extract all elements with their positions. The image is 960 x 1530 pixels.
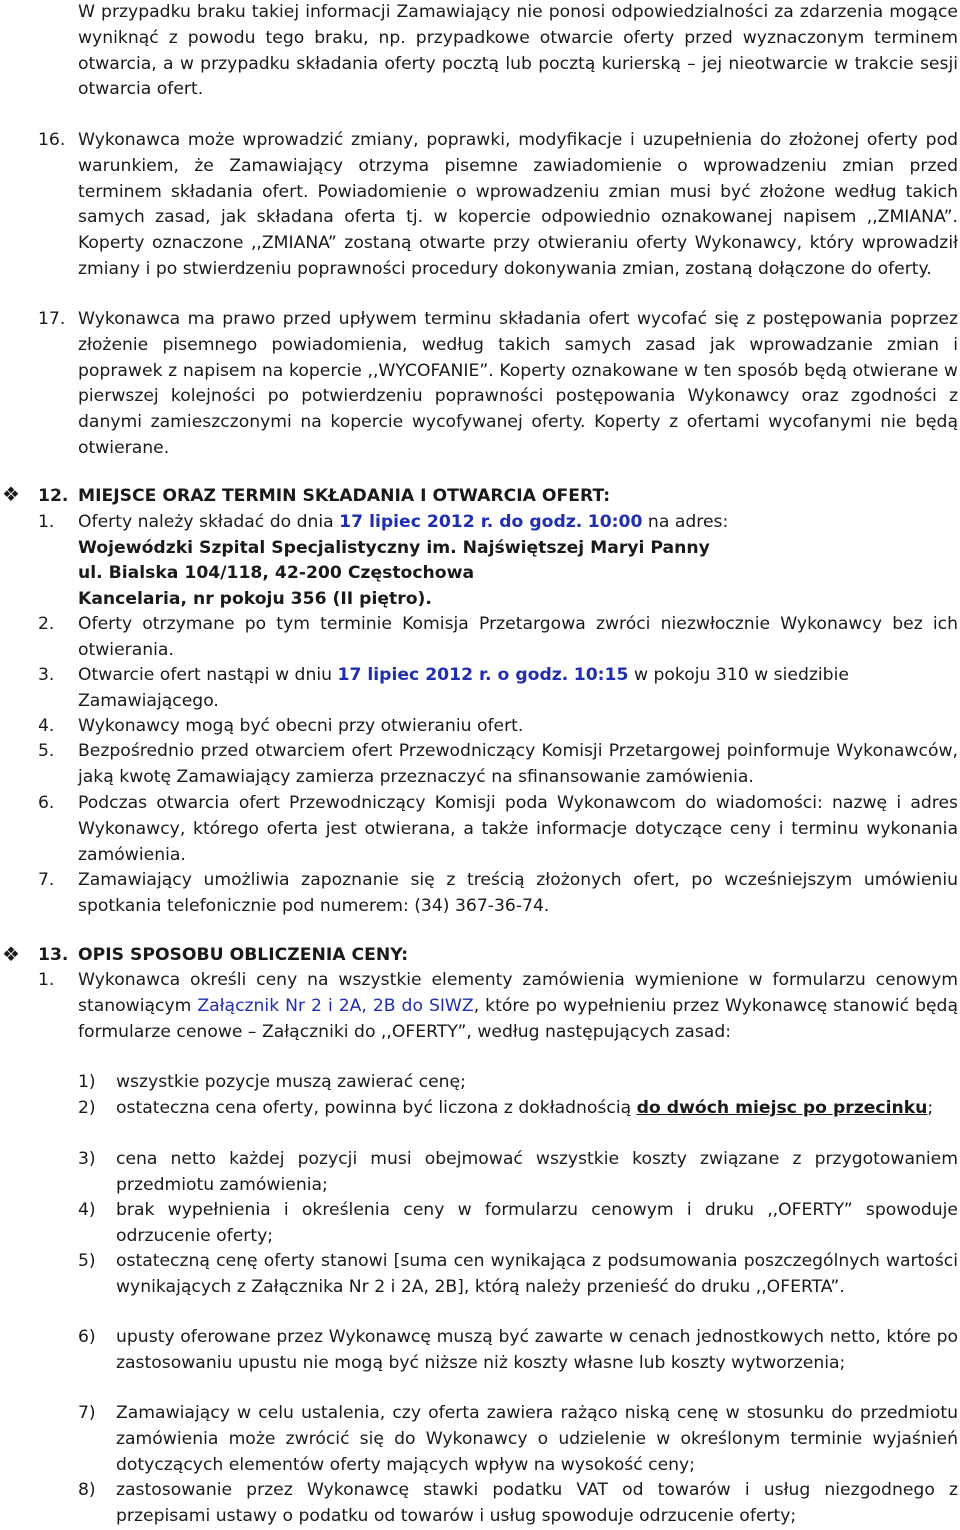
section-13-title: OPIS SPOSOBU OBLICZENIA CENY:: [78, 945, 409, 965]
sub-item-text: brak wypełnienia i określenia ceny w formularzu cenowym i druku ,,OFERTY” spowoduje odrzucenie oferty;: [116, 1200, 958, 1246]
sub-item-text: zastosowanie przez Wykonawcę stawki podatku VAT od towarów i usług niezgodnego z przepisami ustawy o podatku od towarów i usług spowoduje odrzucenie oferty;: [116, 1480, 958, 1526]
s12-item-4-text: Wykonawcy mogą być obecni przy otwieraniu ofert.: [78, 716, 524, 736]
item-17-text: Wykonawca ma prawo przed upływem terminu składania ofert wycofać się z postępowania poprzez złożenie pisemnego powiadomienia, według takich samych zasad jak wprowadzanie zmian i poprawek z napisem na kopercie ,,WYCOFANIE”. Koperty oznakowane w ten sposób będą otwierane w pierwszej kolejności po potwierdzeniu poprawności postępowania Wykonawcy oraz zgodności z danymi zamieszczonymi na kopercie wycofywanej oferty. Koperty z ofertami wycofanymi nie będą otwierane.: [78, 309, 958, 458]
intro-paragraph: W przypadku braku takiej informacji Zamawiający nie ponosi odpowiedzialności za zdarzenia mogące wyniknąć z powodu tego braku, np. przypadkowe otwarcie oferty przed wyznaczonym terminem otwarcia, a w przypadku składania oferty pocztą lub pocztą kurierską – jej nieotwarcie w trakcie sesji otwarcia ofert.: [78, 2, 958, 100]
s12-item-1-post: na adres:: [642, 512, 729, 532]
s12-item-3-post: w pokoju 310 w siedzibie Zamawiającego.: [78, 665, 849, 711]
attachment-link[interactable]: Załącznik Nr 2 i 2A, 2B do SIWZ: [197, 995, 474, 1016]
item-16-text: Wykonawca może wprowadzić zmiany, poprawki, modyfikacje i uzupełnienia do złożonej oferty pod warunkiem, że Zamawiający otrzyma pisemne zawiadomienie o wprowadzeniu zmian przed terminem składania ofert. Powiadomienie o wprowadzeniu zmian musi być złożone według takich samych zasad, jak składana oferta tj. w kopercie odpowiednio oznakowanej napisem ,,ZMIANA”. Koperty oznaczone ,,ZMIANA” zostaną otwarte przy otwieraniu oferty Wykonawcy, który wprowadził zmiany i po stwierdzeniu poprawności procedury dokonywania zmian, zostaną dołączone do oferty.: [78, 130, 958, 279]
sub-item-number: 2): [78, 1098, 96, 1118]
sub-item-number: 7): [78, 1403, 96, 1423]
s13-item-1-post: , które po wypełnieniu przez Wykonawcę stanowić będą formularze cenowe – Załączniki do ,,OFERTY”, według następujących zasad:: [78, 995, 958, 1042]
s12-item-2-number: 2.: [38, 614, 55, 634]
sub-item-2-underlined: do dwóch miejsc po przecinku: [636, 1098, 928, 1118]
s12-item-1-pre: Oferty należy składać do dnia: [78, 512, 340, 532]
sub-item-number: 8): [78, 1480, 96, 1500]
s12-item-1-time: 10:00: [587, 512, 643, 532]
s12-item-3-number: 3.: [38, 665, 55, 685]
sub-item-number: 4): [78, 1200, 96, 1220]
section-12-number: 12.: [38, 486, 69, 506]
s12-item-7-number: 7.: [38, 870, 55, 890]
s12-item-4-number: 4.: [38, 716, 55, 736]
sub-item-2-pre: ostateczna cena oferty, powinna być liczona z dokładnością: [116, 1098, 637, 1118]
s12-item-1-number: 1.: [38, 512, 55, 532]
s12-item-2-text: Oferty otrzymane po tym terminie Komisja Przetargowa zwróci niezwłocznie Wykonawcy bez ich otwierania.: [78, 614, 958, 660]
s13-item-1-pre: Wykonawca określi ceny na wszystkie elementy zamówienia wymienione w formularzu cenowym stanowiącym: [78, 970, 958, 1016]
sub-item-text: upusty oferowane przez Wykonawcę muszą być zawarte w cenach jednostkowych netto, które po zastosowaniu upustu nie mogą być niższe niż koszty własne lub koszty wytworzenia;: [116, 1327, 958, 1373]
s12-item-3-date: 17 lipiec 2012 r. o godz.: [337, 665, 569, 685]
sub-item-2-post: ;: [927, 1098, 934, 1118]
sub-item-number: 3): [78, 1149, 96, 1169]
item-17-number: 17.: [38, 309, 66, 329]
s13-item-1-text: [78, 968, 958, 1045]
s12-address-line-3: Kancelaria, nr pokoju 356 (II piętro).: [78, 589, 432, 609]
s13-item-1-number: 1.: [38, 970, 55, 990]
s12-item-3-pre: Otwarcie ofert nastąpi w dniu: [78, 665, 338, 685]
s12-address-line-1: Wojewódzki Szpital Specjalistyczny im. Najświętszej Maryi Panny: [78, 538, 710, 558]
section-13-bullet-icon: ❖: [2, 942, 20, 966]
s12-item-6-text: Podczas otwarcia ofert Przewodniczący Komisji poda Wykonawcom do wiadomości: nazwę i adres Wykonawcy, którego oferta jest otwierana, a także informacje dotyczące ceny i terminu wykonania zamówienia.: [78, 793, 958, 865]
sub-item-number: 1): [78, 1072, 96, 1092]
sub-item-number: 6): [78, 1327, 96, 1347]
sub-item-text: cena netto każdej pozycji musi obejmować wszystkie koszty związane z przygotowaniem przedmiotu zamówienia;: [116, 1149, 958, 1195]
section-13-number: 13.: [38, 945, 69, 965]
s12-item-1-date: 17 lipiec 2012 r. do godz.: [339, 512, 583, 532]
section-12-bullet-icon: ❖: [2, 482, 20, 506]
sub-item-text: Zamawiający w celu ustalenia, czy oferta zawiera rażąco niską cenę w stosunku do przedmiotu zamówienia może zwrócić się do Wykonawcy o udzielenie w określonym terminie wyjaśnień dotyczących elementów oferty mających wpływ na wysokość ceny;: [116, 1403, 958, 1475]
s12-item-5-text: Bezpośrednio przed otwarciem ofert Przewodniczący Komisji Przetargowej poinformuje Wykonawców, jaką kwotę Zamawiający zamierza przeznaczyć na sfinansowanie zamówienia.: [78, 741, 958, 787]
sub-item-text: wszystkie pozycje muszą zawierać cenę;: [116, 1072, 466, 1092]
section-12-title: MIEJSCE ORAZ TERMIN SKŁADANIA I OTWARCIA OFERT:: [78, 486, 611, 506]
s12-item-5-number: 5.: [38, 741, 55, 761]
s12-address-line-2: ul. Bialska 104/118, 42-200 Częstochowa: [78, 563, 475, 583]
s12-item-3-text: [78, 663, 958, 715]
sub-item-number: 5): [78, 1251, 96, 1271]
item-16-number: 16.: [38, 130, 66, 150]
s12-item-1-text: [78, 510, 958, 536]
s12-item-7-text: Zamawiający umożliwia zapoznanie się z treścią złożonych ofert, po wcześniejszym umówieniu spotkania telefonicznie pod numerem: (34) 367-36-74.: [78, 870, 958, 916]
s12-item-3-time: 10:15: [573, 665, 629, 685]
sub-item-text: ostateczną cenę oferty stanowi [suma cen wynikająca z podsumowania poszczególnych wartości wynikających z Załącznika Nr 2 i 2A, 2B], którą należy przenieść do druku ,,OFERTA”.: [116, 1251, 958, 1297]
sub-item-text: [116, 1096, 958, 1122]
s12-item-6-number: 6.: [38, 793, 55, 813]
